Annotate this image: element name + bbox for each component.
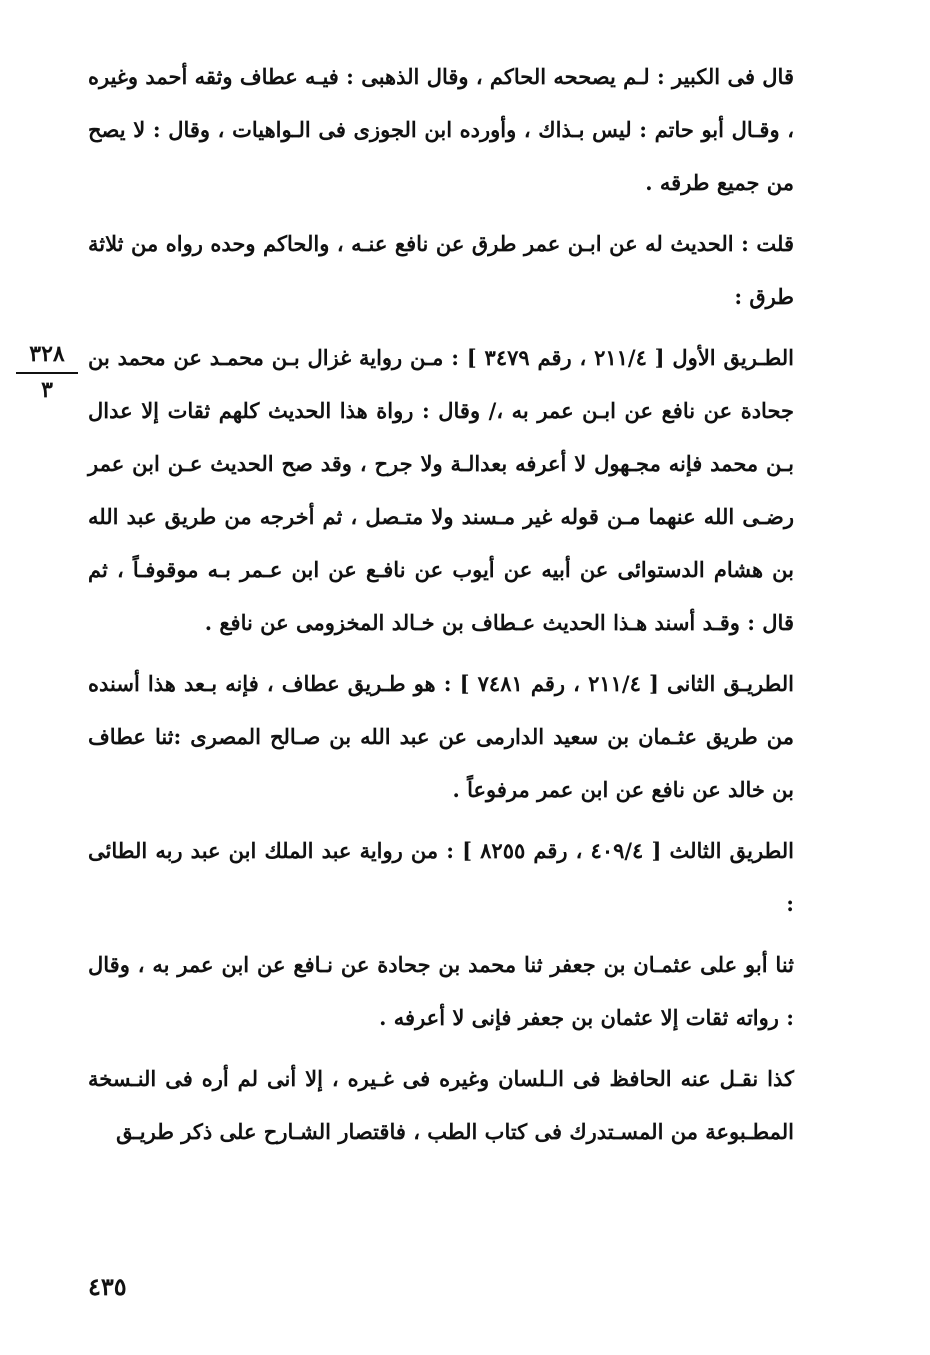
qult-text: : الحديث له عن ابـن عمر طرق عن نافع عنـه ، والحاكم وحده رواه من xyxy=(131,231,749,256)
paragraph-second-route: الطريـق الثانى [ ٢١١/٤ ، رقم ٧٤٨١ ] : هو طـريق عطاف ، فإنه بـعد هذا أسنده من طريق عثـمان بن سعيد الدارمى عن عبد الله بن صـالح المصرى :ثنا عطاف بن خالد عن نافع عن ابن عمر مرفوعاً . xyxy=(88,671,795,802)
margin-reference-divider xyxy=(16,372,78,374)
paragraph-third-route-chain: ثنا أبو على عثمـان بن جعفر ثنا محمد بن جحادة عن نـافع عن ابن عمر به ، وقال : رواته ثقات إلا عثمان بن جعفر فإنى لا أعرفه . xyxy=(88,952,794,1030)
qult-label: قلت xyxy=(756,231,795,256)
paragraph-closing: كذا نقـل عنه الحافظ فى الـلسان وغيره فى غـيره ، إلا أنى لم أره فى النـسخة المطـبوعة من المسـتدرك فى كتاب الطب ، فاقتصار الشـارح على ذكر طريـق xyxy=(88,1066,794,1144)
margin-page-reference xyxy=(16,340,78,404)
paragraph-qult xyxy=(88,217,794,323)
main-text xyxy=(88,50,794,1166)
paragraph-kabir: قال فى الكبير : لـم يصححه الحاكم ، وقال الذهبى : فيـه عطاف وثقه أحمد وغيره ، وقـال أبو حاتم : ليس بـذاك ، وأورده ابن الجوزى فى الـواهيات ، وقال : لا يصح من جميع طرقه . xyxy=(87,64,794,195)
margin-reference-top: ٣٢٨ xyxy=(29,341,65,367)
qult-continuation: ثلاثة طرق : xyxy=(88,231,794,309)
paragraph-first-route: الطـريق الأول [ ٢١١/٤ ، رقم ٣٤٧٩ ] : مـن رواية غزال بـن محمـد عن محمد بن جحادة عن نافع عن ابـن عمر به ،/ وقال : رواة هذا الحديث كلهم ثقات إلا عدال بـن محمد فإنه مجـهول لا أعرفه بعدالـة ولا جرح ، وقد صح الحديث عـن ابن عمر رضـى الله عنهما مـن قوله غير مـسند ولا متـصل ، ثم أخرجه من طريق عبد الله بن هشام الدستوائى عن أبيه عن أيوب عن نافـع عن ابن عـمر بـه موقوفـاً ، ثم قال : وقـد أسند هـذا الحديث عـطاف بن خـالد المخزومى عن نافع . xyxy=(88,345,795,635)
paragraph-third-route: الطريق الثالث [ ٤٠٩/٤ ، رقم ٨٢٥٥ ] : من رواية عبد الملك ابن عبد ربه الطائى : xyxy=(88,838,794,916)
margin-reference-bottom: ٣ xyxy=(41,377,53,403)
page-number: ٤٣٥ xyxy=(88,1272,127,1301)
